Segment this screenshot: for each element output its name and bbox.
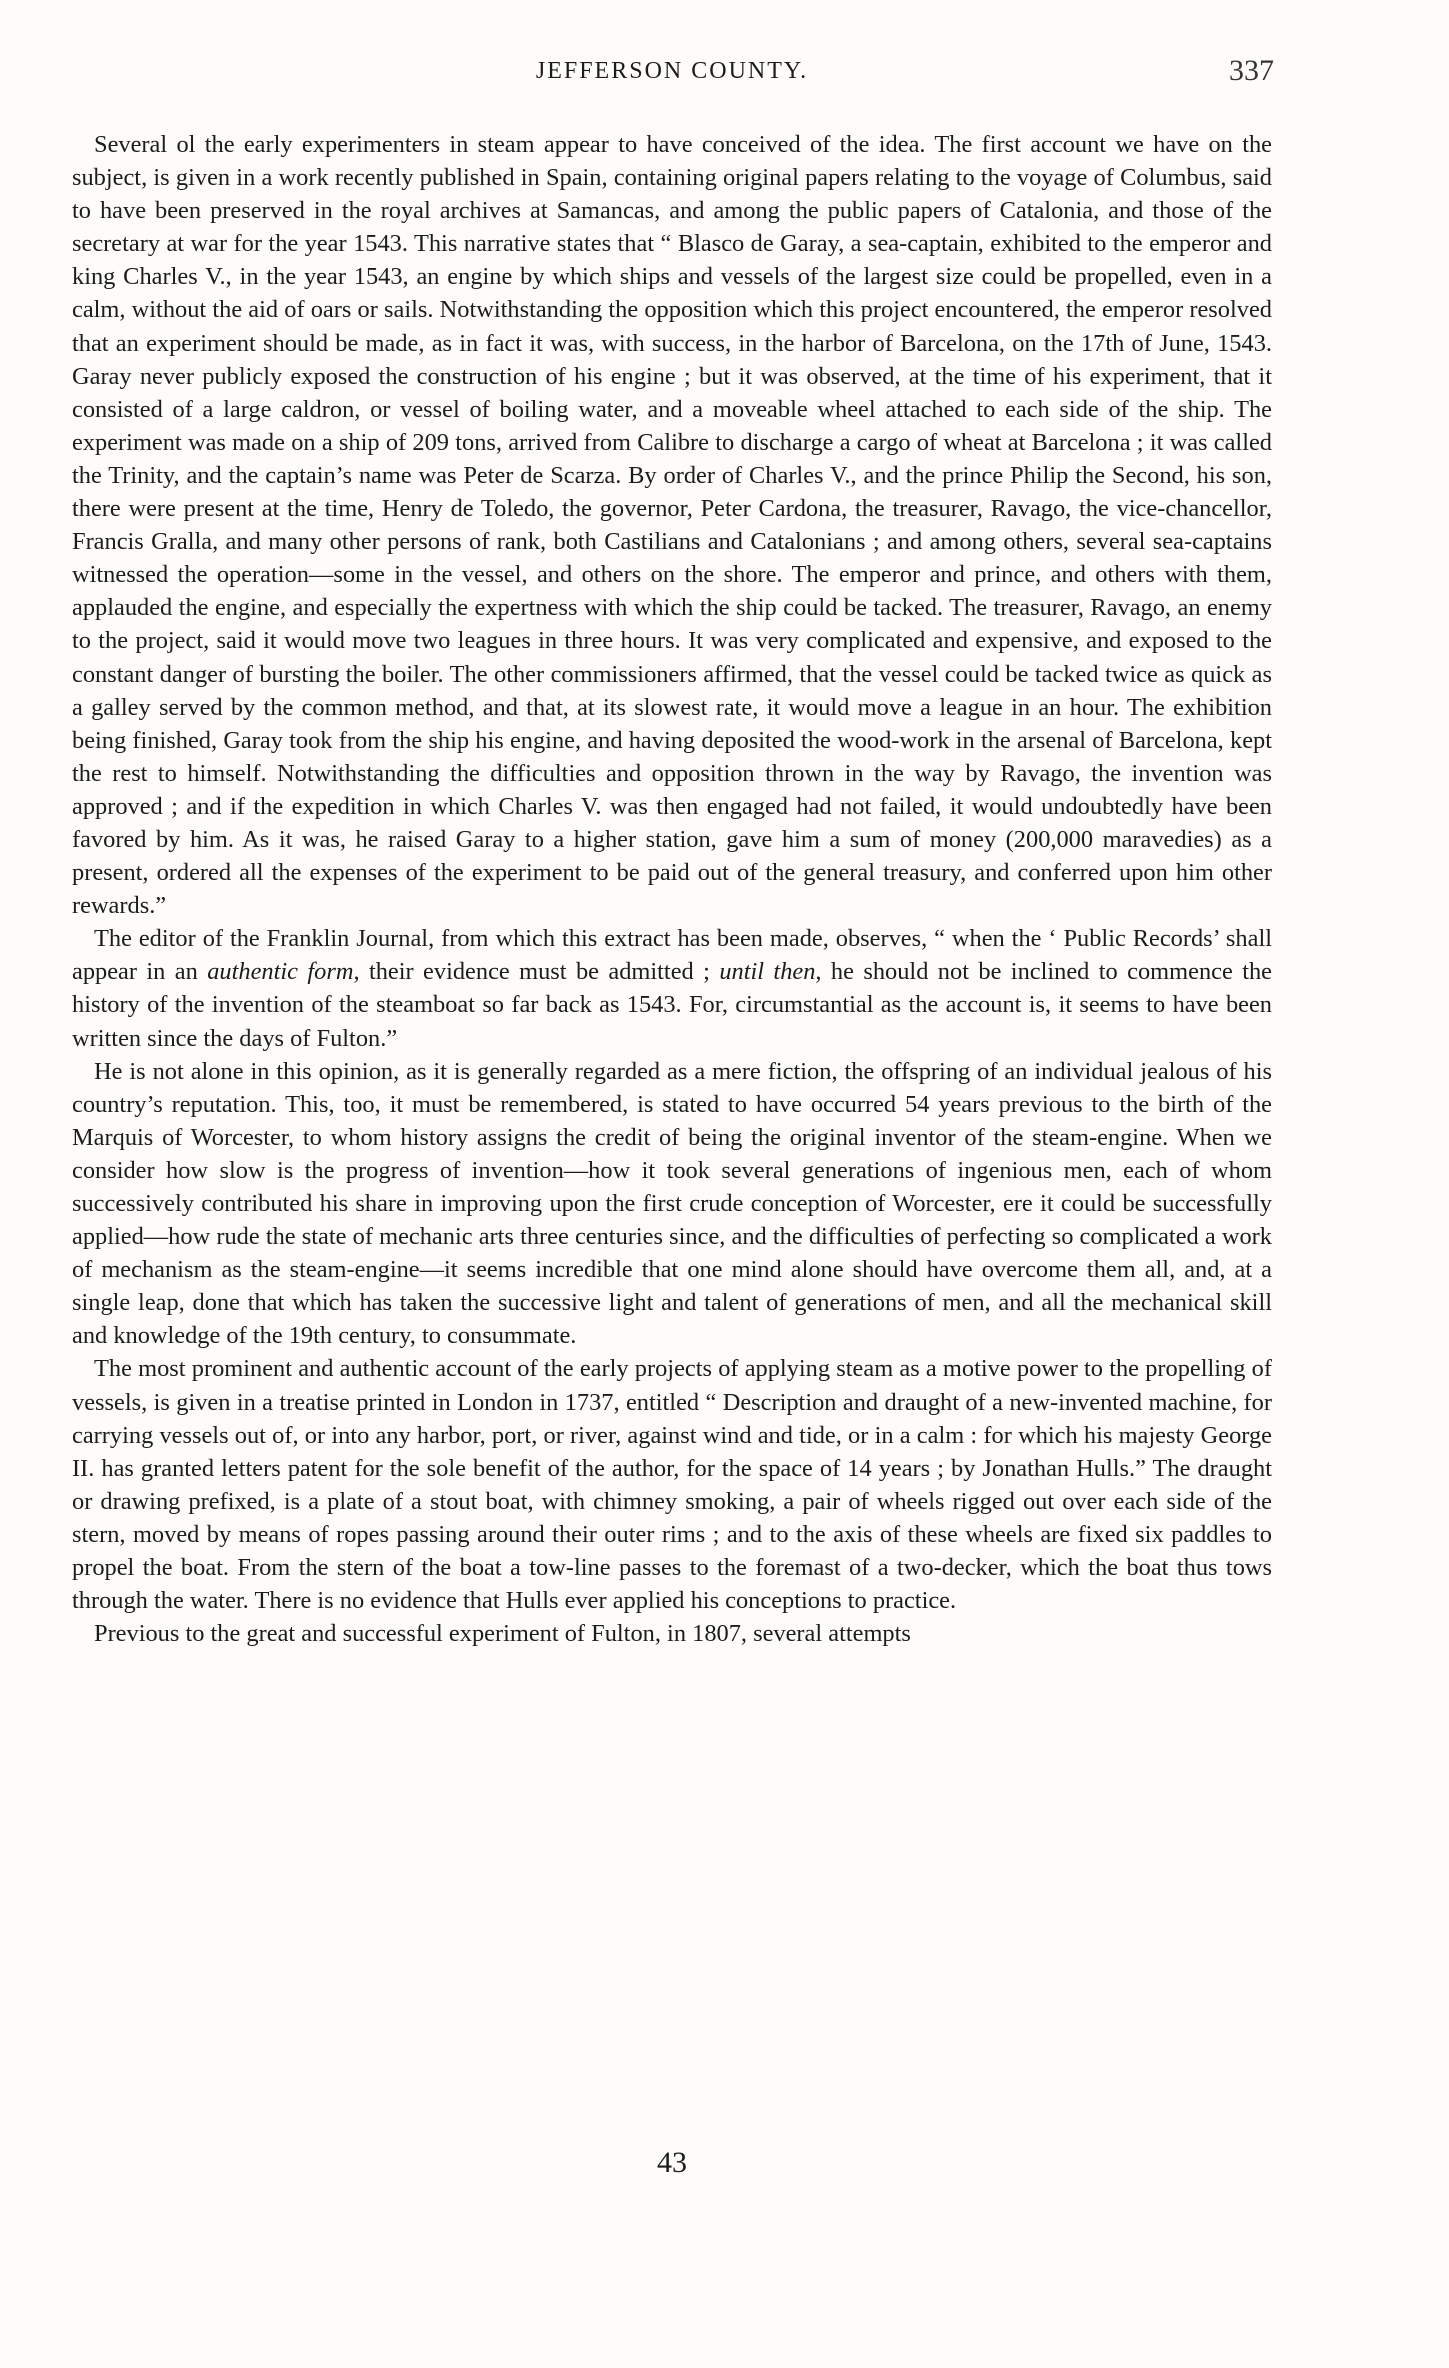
text-run: their evidence must be admitted ; xyxy=(359,958,720,986)
italic-text: until then, xyxy=(719,958,822,986)
running-title: JEFFERSON COUNTY. xyxy=(535,58,809,84)
text-run: he should not be inclined to commence the history of the invention of the steamboat so far back as 1543. For, circumstantial as the account is, it seems to have been written since the days of Fulton.” xyxy=(72,958,1272,1052)
page-number: 337 xyxy=(1229,54,1274,87)
italic-text: authentic form, xyxy=(207,958,360,986)
body-text xyxy=(72,128,1272,1650)
text-run: The editor of the Franklin Journal, from which this extract has been made, observes, “ when the ‘ Public Records’ shall appear in an xyxy=(72,925,1272,986)
paragraph xyxy=(72,1352,1272,1617)
text-run: He is not alone in this opinion, as it is generally regarded as a mere fiction, the offspring of an individual jealous of his country’s reputation. This, too, it must be remembered, is stated to have occurred 54 years previous to the birth of the Marquis of Worcester, to whom history assigns the credit of being the original inventor of the steam-engine. When we consider how slow is the progress of invention—how it took several generations of ingenious men, each of whom successively contributed his share in improving upon the first crude conception of Worcester, ere it could be successfully applied—how rude the state of mechanic arts three centuries since, and the difficulties of perfecting so complicated a work of mechanism as the steam-engine—it seems incredible that one mind alone should have overcome them all, and, at a single leap, done that which has taken the successive light and talent of generations of men, and all the mechanical skill and knowledge of the 19th century, to consummate. xyxy=(72,1057,1272,1350)
signature-mark: 43 xyxy=(657,2146,687,2179)
paragraph xyxy=(72,1617,1272,1650)
paragraph xyxy=(72,922,1272,1054)
text-run: Several ol the early experimenters in steam appear to have conceived of the idea. The first account we have on the subject, is given in a work recently published in Spain, containing original papers relating to the voyage of Columbus, said to have been preserved in the royal archives at Samancas, and among the public papers of Catalonia, and those of the secretary at war for the year 1543. This narrative states that “ Blasco de Garay, a sea-captain, exhibited to the emperor and king Charles V., in the year 1543, an engine by which ships and vessels of the largest size could be propelled, even in a calm, without the aid of oars or sails. Notwithstanding the opposition which this project encountered, the emperor resolved that an experiment should be made, as in fact it was, with success, in the harbor of Barcelona, on the 17th of June, 1543. Garay never publicly exposed the construction of his engine ; but it was observed, at the time of his experiment, that it consisted of a large caldron, or vessel of boiling water, and a moveable wheel attached to each side of the ship. The experiment was made on a ship of 209 tons, arrived from Calibre to discharge a cargo of wheat at Barcelona ; it was called the Trinity, and the captain’s name was Peter de Scarza. By order of Charles V., and the prince Philip the Second, his son, there were present at the time, Henry de Toledo, the governor, Peter Cardona, the treasurer, Ravago, the vice-chancellor, Francis Gralla, and many other persons of rank, both Castilians and Catalonians ; and among others, several sea-captains witnessed the operation—some in the vessel, and others on the shore. The emperor and prince, and others with them, applauded the engine, and especially the expertness with which the ship could be tacked. The treasurer, Ravago, an enemy to the project, said it would move two leagues in three hours. It was very complicated and expensive, and exposed to the constant danger of bursting the boiler. The other commissioners affirmed, that the vessel could be tacked twice as quick as a galley served by the common method, and that, at its slowest rate, it would move a league in an hour. The exhibition being finished, Garay took from the ship his engine, and having deposited the wood-work in the arsenal of Barcelona, kept the rest to himself. Notwithstanding the difficulties and opposition thrown in the way by Ravago, the invention was approved ; and if the expedition in which Charles V. was then engaged had not failed, it would undoubtedly have been favored by him. As it was, he raised Garay to a higher station, gave him a sum of money (200,000 maravedies) as a present, ordered all the expenses of the experiment to be paid out of the general treasury, and conferred upon him other rewards.” xyxy=(72,131,1272,920)
text-run: The most prominent and authentic account of the early projects of applying steam as a motive power to the propelling of vessels, is given in a treatise printed in London in 1737, entitled “ Description and draught of a new-invented machine, for carrying vessels out of, or into any harbor, port, or river, against wind and tide, or in a calm : for which his majesty George II. has granted letters patent for the sole benefit of the author, for the space of 14 years ; by Jonathan Hulls.” The draught or drawing prefixed, is a plate of a stout boat, with chimney smoking, a pair of wheels rigged out over each side of the stern, moved by means of ropes passing around their outer rims ; and to the axis of these wheels are fixed six paddles to propel the boat. From the stern of the boat a tow-line passes to the foremast of a two-decker, which the boat thus tows through the water. There is no evidence that Hulls ever applied his conceptions to practice. xyxy=(72,1355,1272,1615)
running-head xyxy=(72,50,1272,90)
paragraph xyxy=(72,1055,1272,1353)
paragraph xyxy=(72,128,1272,922)
text-run: Previous to the great and successful experiment of Fulton, in 1807, several attempts xyxy=(94,1620,911,1648)
